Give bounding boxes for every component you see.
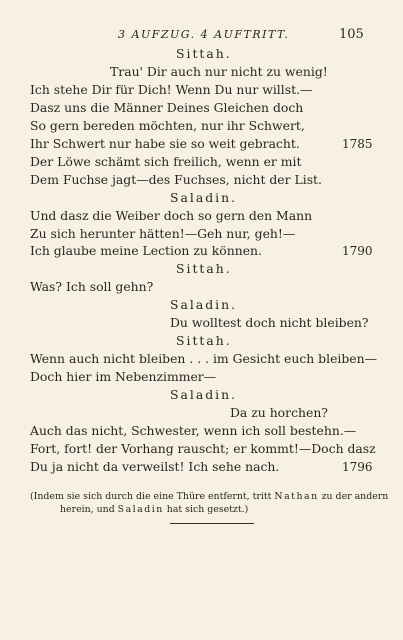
speaker-name: Saladin. xyxy=(170,297,238,313)
line-number: 1790 xyxy=(342,244,373,259)
verse-line: Doch hier im Nebenzimmer— xyxy=(30,369,217,385)
verse-line: Der Löwe schämt sich freilich, wenn er mit xyxy=(30,153,302,169)
verse-line: Was? Ich soll gehn? xyxy=(30,279,154,295)
verse-line: Auch das nicht, Schwester, wenn ich soll bestehn.— xyxy=(30,422,357,438)
stage-direction-text: herein, und xyxy=(60,504,118,515)
verse-line: Dem Fuchse jagt—des Fuchses, nicht der List. xyxy=(30,171,322,187)
verse-line: Trau' Dir auch nur nicht zu wenig! xyxy=(110,63,328,79)
verse-line: So gern bereden möchten, nur ihr Schwert, xyxy=(30,117,305,133)
verse-line: Da zu horchen? xyxy=(230,405,328,420)
verse-line: Und dasz die Weiber doch so gern den Mann xyxy=(30,207,313,223)
speaker-name: Saladin. xyxy=(170,189,238,205)
verse-line: Dasz uns die Männer Deines Gleichen doch xyxy=(30,99,304,115)
line-number: 1796 xyxy=(342,459,373,474)
stage-direction-text: zu der andern xyxy=(318,491,389,502)
line-number: 1785 xyxy=(342,136,373,151)
verse-line: Du wolltest doch nicht bleiben? xyxy=(170,315,369,331)
stage-direction-text: hat sich gesetzt.) xyxy=(163,504,249,515)
stage-direction-line-2 xyxy=(60,503,400,516)
running-head: 3 AUFZUG. 4 AUFTRITT. xyxy=(118,28,290,41)
stage-direction-text: (Indem sie sich durch die eine Thüre entfernt, tritt xyxy=(30,491,275,502)
verse-line: Du ja nicht da verweilst! Ich sehe nach. xyxy=(30,458,280,474)
verse-line: Ich glaube meine Lection zu können. xyxy=(30,243,262,259)
stage-direction-name: Nathan xyxy=(274,491,319,502)
verse-line: Fort, fort! der Vorhang rauscht; er kommt!—Doch dasz xyxy=(30,440,376,456)
divider-rule xyxy=(170,523,254,524)
verse-line: Ihr Schwert nur habe sie so weit gebracht. xyxy=(30,135,300,151)
speaker-name: Sittah. xyxy=(176,333,232,349)
speaker-name: Sittah. xyxy=(176,46,232,61)
verse-line: Ich stehe Dir für Dich! Wenn Du nur willst.— xyxy=(30,81,313,97)
speaker-name: Saladin. xyxy=(170,387,238,403)
speaker-name: Sittah. xyxy=(176,261,232,277)
page-number: 105 xyxy=(339,27,364,42)
stage-direction-name: Saladin xyxy=(117,504,164,515)
verse-line: Zu sich herunter hätten!—Geh nur, geh!— xyxy=(30,225,296,241)
stage-direction-line-1 xyxy=(30,490,389,503)
verse-line: Wenn auch nicht bleiben . . . im Gesicht euch bleiben— xyxy=(30,351,378,367)
